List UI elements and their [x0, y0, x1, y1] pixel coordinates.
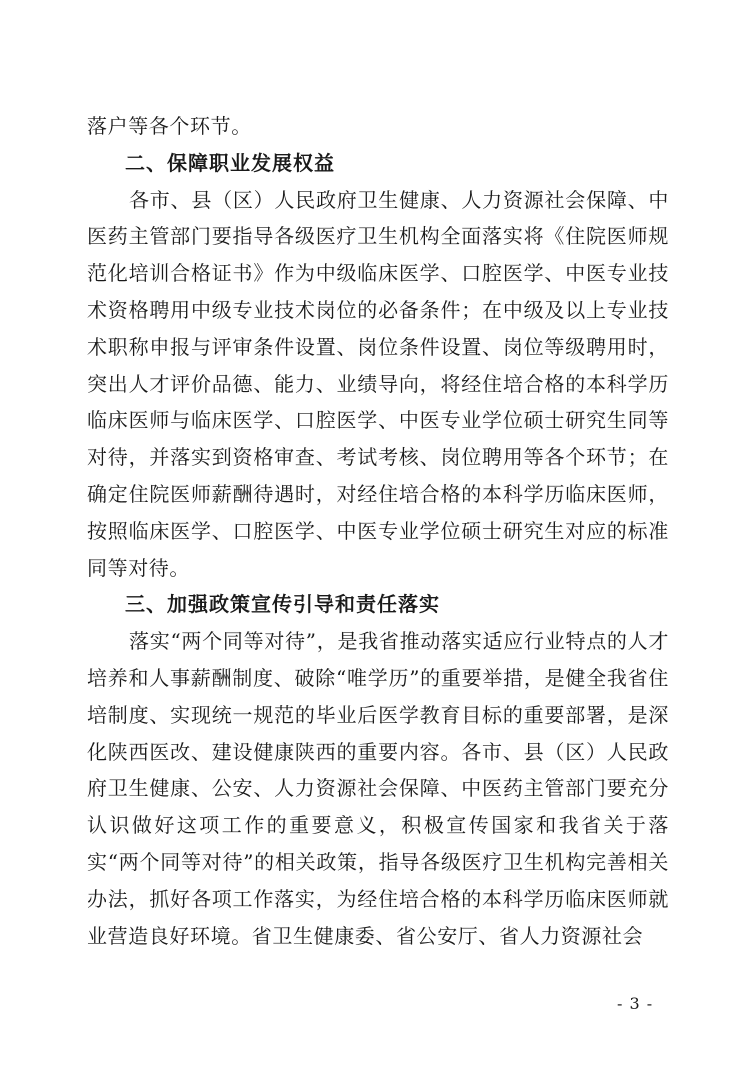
document-body	[87, 108, 669, 954]
page-number: - 3 -	[617, 994, 654, 1013]
paragraph-policy-promotion: 落实“两个同等对待”，是我省推动落实适应行业特点的人才培养和人事薪酬制度、破除“唯学历”的重要举措，是健全我省住培制度、实现统一规范的毕业后医学教育目标的重要部署，是深化陕西医改、建设健康陕西的重要内容。各市、县（区）人民政府卫生健康、公安、人力资源社会保障、中医药主管部门要充分认识做好这项工作的重要意义，积极宣传国家和我省关于落实“两个同等对待”的相关政策，指导各级医疗卫生机构完善相关办法，抓好各项工作落实，为经住培合格的本科学历临床医师就业营造良好环境。省卫生健康委、省公安厅、省人力资源社会	[87, 629, 669, 948]
paragraph-continuation: 落户等各个环节。	[87, 114, 252, 138]
section-heading-3: 三、加强政策宣传引导和责任落实	[125, 592, 440, 617]
paragraph-career-rights: 各市、县（区）人民政府卫生健康、人力资源社会保障、中医药主管部门要指导各级医疗卫生机构全面落实将《住院医师规范化培训合格证书》作为中级临床医学、口腔医学、中医专业技术资格聘用中级专业技术岗位的必备条件；在中级及以上专业技术职称申报与评审条件设置、岗位条件设置、岗位等级聘用时，突出人才评价品德、能力、业绩导向，将经住培合格的本科学历临床医师与临床医学、口腔医学、中医专业学位硕士研究生同等对待，并落实到资格审查、考试考核、岗位聘用等各个环节；在确定住院医师薪酬待遇时，对经住培合格的本科学历临床医师，按照临床医学、口腔医学、中医专业学位硕士研究生对应的标准同等对待。	[87, 187, 669, 580]
section-heading-2: 二、保障职业发展权益	[125, 150, 335, 175]
